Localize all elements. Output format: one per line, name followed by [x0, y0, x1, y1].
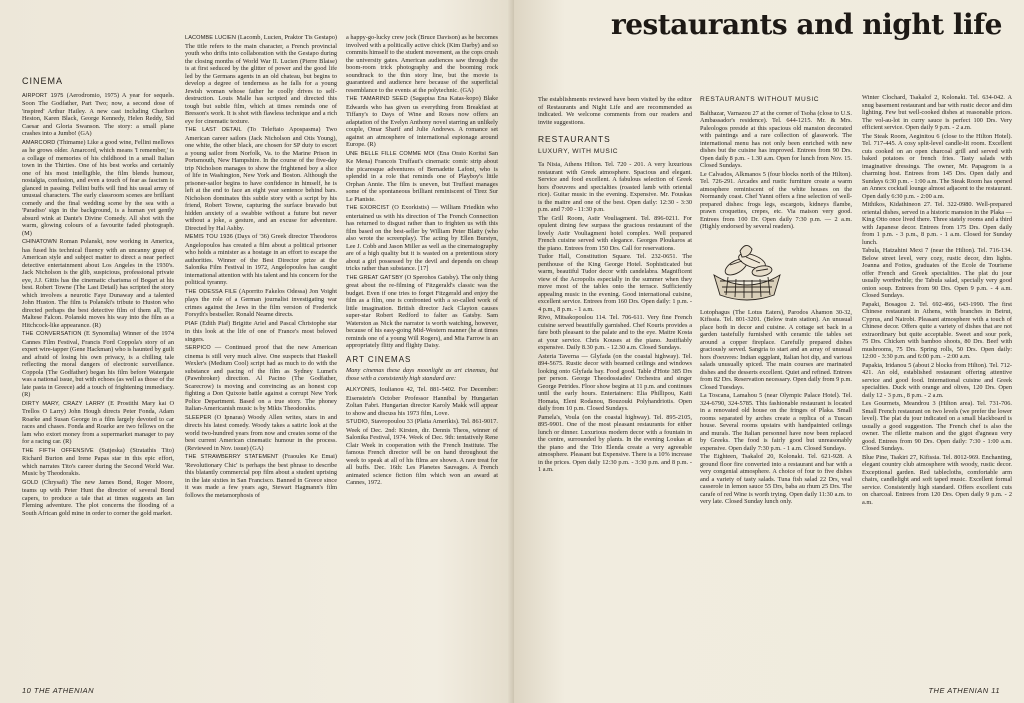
listing-text: (Edith Piaf) Brigitte Ariel and Pascal Christophe star in this look at the life of one of France's most beloved singers. — [185, 319, 337, 343]
listing-entry — [346, 418, 498, 487]
listing-text: Tabula, Hatzahini Mexi 7 (near the Hilton). Tel. 716-134. Below street level, very cozy, rustic decor, dim lights. Joanna and Fotios, graduates of the Ecole de Tourisme offer French and Greek specialities. The plat du jour usually worthwhile; the Tabula salad, specially very good onion soup. Entrees from 90 Drs. Open 9 p.m. - 4 a.m. Closed Sundays. — [862, 247, 1012, 299]
listing-text: Papakia, Iridanou 5 (about 2 blocks from Hilton). Tel. 712-421. An old, established restaurant offering attentive service and good food. International cuisine and Greek specialties. Duck with orange and olives, 120 Drs. Open daily 12 - 3 p.m., 8 p.m. - 2 a.m. — [862, 361, 1012, 399]
listing-text: Mithikos, Kidathineon 27. Tel. 322-0980. Well-prepared oriental dishes, served in a historic mansion in the Plaka — King Otto once lived there. Three stately rooms and a third with Japanese decor. Entrees from 175 Drs. Open daily from 1 p.m. - 3 p.m., 8 p.m. - 1 a.m. Closed for Sunday lunch. — [862, 201, 1012, 246]
listing-name: DIRTY MARY, CRAZY LARRY — [22, 400, 105, 407]
listing-entry — [862, 247, 1012, 300]
listing-text: Lotophagus (The Lotus Eaters), Parodos Ahamon 30-32, Kifissia. Tel. 801-3201. (Below train station). An unusual place both in decor and cuisine. A cottage set back in a garden tastefully furnished with ceramic tile tables set around a copper fireplace. Carefully prepared dishes graciously served. Sangria to start and an array of unusual hors d'oeuvres: Indian eggplant, Italian hot dip, and various salads unusually spiced. The main courses are marinated dishes and the desserts excellent. Quiet and refined. Entrees from 82 Drs. Reservation necessary. Open daily from 9 p.m. Closed Tuesdays. — [700, 308, 852, 391]
listing-entry — [700, 453, 852, 506]
listing-entry — [538, 161, 692, 214]
listing-text: Winter Clochard, Tsakalof 2, Kolonaki. Tel. 634-042. A snug basement restaurant and bar with rustic decor and dim lighting. Few but well-cooked dishes at reasonable prices. The vol-au-lot in curry sauce is perfect 100 Drs. Very efficient service. Open daily 9 p.m. - 2 a.m. — [862, 94, 1012, 131]
entry-list — [538, 161, 692, 474]
listing-entry — [862, 94, 1012, 132]
listing-text: The Grill Room, Astir Vouliagmeni. Tel. 896-0211. For opulent dining few surpass the gracious restaurant of the lovely Astir Vouliagmeni hotel complex. Well prepared French cuisine served with elegance. Georges Ploukaros at the piano. Entrees from 150 Drs. Call for reservations. — [538, 214, 692, 252]
without-music-heading: RESTAURANTS WITHOUT MUSIC — [700, 96, 820, 103]
listing-text: (Aerodromio, 1975) A year for sequels. Soon The Godfather, Part Two; now, a second dose of 'inspired' Arthur Hailey. A new cast including Charlton Heston, Karen Black, George Kennedy, Helen Reddy, Sid Caesar and Gloria Swanson. The story: a small plane crashes into a Jumbo! (GA) — [22, 91, 174, 137]
listing-name: THE GREAT GATSBY — [346, 274, 403, 281]
luxury-heading: LUXURY, WITH MUSIC — [538, 147, 619, 155]
listing-entry — [22, 92, 174, 138]
listing-text: (Aporrito Fakelos Odessa) Jon Voight plays the role of a German journalist investigating war crimes against the Jews in the film version of Frederick Forsyth's bestseller. Ronald Neame directs. — [185, 287, 337, 318]
art-cinemas-intro: Many cinemas these days moonlight as art cinemas, but those with a consistently high standard are: — [346, 367, 498, 382]
listing-name: AIRPORT 1975 — [22, 92, 64, 99]
listing-text: The Eighteen, Tsakalof 20, Kolonaki. Tel. 621-928. A ground floor fire converted into a restaurant and bar with a very congenial atmosphere. A choice of four to five dishes and a variety of tasty salads. Tuna fish salad 22 Drs, veal casserole in lemon sauce 55 Drs, baba au rhum 25 Drs. The carafe of red Wine is worth trying. Open daily 11:30 a.m. to very late. Closed Sunday lunch only. — [700, 453, 852, 505]
listing-text: (O Sperohos Gatsby). The only thing great about the re-filming of Fitzgerald's classic was the budget. Even if one tries to forget Fitzgerald and enjoy the film as a film, one is confronted with a so-called work of little imagination. British director Jack Clayton causes super-star Robert Redford to falter as Gatsby. Sam Waterston as Nick the narrator is worth watching, however, because of his easy-going Mid-Western manner (he at times reminds one of a young Will Rogers), and Mia Farrow is an appropriately flitty and flighty Daisy. — [346, 273, 498, 349]
intro-text: The establishments reviewed have been visited by the editor of Restaurants and Night Life and are recommended as indicated. We welcome comments from our readers and invite suggestions. — [538, 96, 692, 126]
entry-list-bottom — [700, 309, 852, 506]
listing-text: Stavropoulou 33 (Platia Amerikis). Tel. 861-9017. Week of Dec. 2nd: Kirsten, dir. Dennis Theos, winner of Salonika Festival, 1974. Week of Dec. 9th: tentatively Rene Clair Week in cooperation with the French Institute. The famous French director will be on hand throughout the week to speak at all of his films are shown. A rare treat for all buffs. Dec. 16th: Les Planetes Sauvages. A French animated science fiction film which won an award at Cannes, 1972. — [346, 418, 498, 486]
entry-list — [22, 92, 174, 518]
listing-entry — [22, 400, 174, 446]
listing-text: (To Teleftaio Apospasma) Two American career sailors (Jack Nicholson and Otis Young), one white, the other black, are chosen for SP duty to escort a young sailor from Norfolk, Va. to the Marine Prison in Portsmouth, New Hampshire. In the course of the five-day trip Nicholson manages to show the frightened boy a slice of life in Washington, New York and Boston. Although the prisoner-sailor begins to have confidence in himself, he is left at the end to face an eight year sentence behind bars. Nicholson dominates this subtle story with a script by his friend, Robert Towne, capturing the surface bravado but hidden anxiety of a swabbie without a future but never without a joke, a gesture, and an excuse for adventure. Directed by Hal Ashby. — [185, 126, 337, 232]
listing-entry — [185, 34, 337, 125]
listing-text: (Ena Oraio Koritsi San Ke Mena) Francois Truffaut's cinematic comic strip about the picaresque adventures of Bernadette Lafont, who is splendid in a role that reminds one of Playboy's little Orphan Annie. The film is uneven, but Truffaut manages some of the spontaneous brilliant reminiscent of Tirez Sur Le Pianiste. — [346, 149, 498, 203]
listing-name: THE STRAWBERRY STATEMENT — [185, 454, 279, 460]
listing-text: Ioulianou 42, Tel. 881-5402. For December: Eisenstein's October Professor Hannibal by Hungarian Zoltan Fabri. Hungarian director Karoly Makk will appear to show and discuss his 1973 film, Love. — [346, 386, 498, 417]
listing-text: La Toscana, Lamahou 5 (near Olympic Palace Hotel). Tel. 324-6790, 324-5785. This fashionable restaurant is located in a renovated old house on the fringes of Plaka. Small rooms separated by arches create a replica of a Tuscan house. Several rooms upstairs with handpainted ceilings and murals. The Italian personnel have now been replaced by Greeks. The food is fairly good but unreasonably expensive. Open daily 7:30 p.m. - 1 a.m. Closed Sundays. — [700, 392, 852, 452]
listing-name: THE TAMARIND SEED — [346, 96, 408, 102]
listing-entry — [538, 253, 692, 313]
right-page — [514, 0, 1024, 703]
listing-text: — Continued proof that the new American cinema is still very much alive. One suspects that Haskell Wexler's (Medium Cool) script had as much to do with the substance and pacing of the film as Sydney Lumet's (Pawnbroker) direction. Al Pacino (The Godfather, Scarecrow) is moving and convincing as an honest cop fighting a Don Quixote battle against a corrupt New York Police Department. Based on a true story. The phoney Italian-Americanish music is by Mikis Theodorakis. — [185, 344, 337, 412]
cinema-column-1 — [22, 36, 174, 518]
listing-name: GOLD — [22, 479, 39, 486]
listing-name: CHINATOWN — [22, 239, 57, 245]
right-folio: THE ATHENIAN 11 — [928, 686, 1000, 695]
cinema-column-3 — [346, 34, 498, 674]
entry-list — [862, 94, 1012, 506]
listing-name: THE LAST DETAIL — [185, 127, 242, 133]
listing-entry — [538, 414, 692, 474]
listing-text: Roman Polanski, now working in America, has fused his technical fluency with an uncanny grasp of American style and subject matter to direct a near perfect detective entertainment about Los Angeles in the 1930's. Jack Nicholson is the glib, suspicious, professional private eye, J.J. Gittis has the cinematic charisma of Bogart at his best. Robert Towne (The Last Detail) has scripted the story which involves a neurotic Faye Dunaway and a talented John Huston. The film is Polanski's tribute to Huston who directed perhaps the best detective film of them all, The Maltese Falcon. Polanski moves his way into the film as a Hitchcock-like appearance. (R) — [22, 238, 174, 329]
listing-text: Ta Nisia, Athens Hilton. Tel. 720 - 201. A very luxurious restaurant with Greek atmosphere. Spacious and elegant. Service and food excellent. A fabulous selection of Greek hors d'oeuvres and specialties (roasted lamb with oriental rice). Guitar music in the evening. Expensive. Mr. Fouskas is the maitre and one of the best. Open daily: 12:30 - 3:30 p.m. and 7:00 - 11:30 p.m. — [538, 161, 692, 213]
listing-entry — [22, 479, 174, 518]
listing-entry — [185, 414, 337, 453]
listing-name: THE CONVERSATION — [22, 331, 82, 337]
listing-text: (Fraoules Ke Emai) 'Revolutionary Chic' is perhaps the best phrase to describe this blatantly commercial pop film about a student uprising in the late sixties in San Francisco. Banned in Greece since it was made a few years ago, Stewart Hagmann's film follows the metamorphosis of — [185, 453, 337, 499]
listing-text: (Thimame) Like a good wine, Fellini mellows as he grows older. Amarcord, which means 'I remember,' is a collage of memories of his childhood in a small Italian town in the Thirties. One of his best works and certainly one of his most intelligible, the film blends humour, nostalgia, confusion, and even a touch of fear as fascism is glanced in passing. Fellini buffs will find his usual army of unusual characters. The early classroom scenes are brilliant comedy and the final wedding scene by the sea with a 'Paradiso' sign in the background, is a human yet gently absurd wink at Dante's Divine Comedy. All shot with the warm, glowing colours of a favourite faded photograph. (M) — [22, 138, 174, 237]
left-folio: 10 THE ATHENIAN — [22, 686, 95, 695]
listing-entry — [700, 392, 852, 452]
restaurants-column-3 — [862, 94, 1012, 684]
listing-name: MEMIS TOU 1936 — [185, 234, 233, 240]
listing-entry — [346, 34, 498, 94]
listing-entry — [22, 330, 174, 399]
listing-entry — [862, 362, 1012, 400]
listing-entry — [700, 309, 852, 392]
listing-entry — [346, 95, 498, 149]
listing-entry — [862, 400, 1012, 453]
listing-text: Les Gourmets, Meandrou 3 (Hilton area). Tel. 731-706. Small French restaurant on two levels (we prefer the lower level). The plat du jour indicated on a small blackboard is usually a good suggestion. The French chef is also the owner. The rillette maison and the gigot d'agneau very good. Entrees from 90 Drs. Open daily: 7:30 - 1:00 a.m. Closed Sundays. — [862, 400, 1012, 452]
listing-name: THE ODESSA FILE — [185, 288, 237, 295]
listing-entry — [22, 447, 174, 478]
entry-list — [346, 34, 498, 350]
entry-list — [185, 34, 337, 499]
listing-name: UNE BELLE FILLE COMME MOI — [346, 150, 435, 157]
listing-name: THE FIFTH OFFENSIVE — [22, 447, 94, 454]
listing-text: The Steak Room, Aeginitou 6 (close to the Hilton Hotel). Tel. 717-445. A cosy split-level candle-lit room. Excellent cuts cooked on an open charcoal grill and served with baked potatoes or french fries. Tasty salads with imaginative dressings. The owner, Mr. Papagrom is a charming host. Entrees from 145 Drs. Open daily and Sundays 6:30 p.m. - 1:00 a.m. The Steak Room has opened an Annex cocktail lounge almost adjacent to the restaurant. Open daily 6:30 p.m. - 2:00 a.m. — [862, 132, 1012, 200]
restaurants-heading: RESTAURANTS — [538, 134, 611, 144]
listing-name: AMARCORD — [22, 139, 56, 146]
listing-entry — [346, 204, 498, 273]
listing-entry — [346, 150, 498, 204]
listing-entry — [185, 344, 337, 413]
listing-entry — [346, 386, 498, 417]
listing-text: (Chrysafi) The new James Bond, Roger Moore, teams up with Peter Hunt the director of several Bond capers, to produce a tale that at times suggests an Ian Fleming adventure. The plot concerns the flooding of a South African gold mine in order to corner the gold market. — [22, 478, 174, 517]
listing-name: ALKYONIS, — [346, 387, 377, 393]
listing-name: STUDIO, — [346, 419, 370, 425]
listing-entry — [185, 126, 337, 232]
listing-entry — [185, 453, 337, 499]
listing-text: Asteria Taverna — Glyfada (on the coastal highway). Tel. 894-5675. Rustic decor with beamed ceilings and windows looking onto Glyfada bay. Food good. Table d'Hote 385 Drs per person. George Theodossiades' Orchestra and singer George Petrides. Floor show begins at 11 p.m. and continues until the early hours. Entertainers: Elia Phillipou, Kaiti Homata, Eleni Rodanou, Bouzouki Polyhandriotis. Open daily from 10 p.m. Closed Sundays. — [538, 352, 692, 412]
listing-entry — [22, 139, 174, 238]
listing-name: THE EXORCIST — [346, 205, 390, 211]
masthead: restaurants and night life — [610, 8, 1002, 41]
listing-entry — [346, 274, 498, 350]
entry-list-top — [700, 110, 852, 231]
listing-entry — [22, 238, 174, 329]
listing-entry — [862, 133, 1012, 201]
listing-entry — [185, 288, 337, 319]
listing-text: Le Calvados, Alkmanos 5 (four blocks north of the Hilton). Tel. 726-291. Arcades and rustic furniture create a warm atmosphere reminiscent of the white houses on the Normandy coast. Chef Yanni offers a fine selection of well-prepared dishes: frogs legs, escargots, kidneys flambe, prawn croquettes, crepes, etc. Via maison very good. Entrees from 100 Dr. Open daily 7:30 p.m. — 2 a.m. (Highly endorsed by several readers). — [700, 170, 852, 230]
restaurants-column-1 — [538, 96, 692, 686]
listing-entry — [538, 314, 692, 352]
cinema-column-2 — [185, 34, 337, 500]
listing-text: Balthazar, Varnazou 27 at the corner of Tsoha (close to U.S. Ambassador's residence). Tel. 644-1215. Mr. & Mrs. Paleologos preside at this spacious old mansion decorated with paintings and a rare collection of glasswork. The international menu has not only been enriched with new dishes but the cuisine has improved. Entrees from 90 Drs. Open daily 8 p.m. - 1.30 a.m. Open for lunch from Nov. 15. Closed Sundays. — [700, 109, 852, 169]
listing-entry — [862, 454, 1012, 507]
listing-text: (E Synomilia) Winner of the 1974 Cannes Film Festival, Francis Ford Coppola's story of an expert wire-tapper (Gene Hackman) who is haunted by guilt and afraid of losing his own privacy, is a chilling tale reflecting the moral dangers of electronic surveillance. Coppola (The Godfather) began his film before Watergate was a national issue, but with echoes (as well as those of the late pasta in Greece) add a touch of frightening immediacy. (R) — [22, 330, 174, 398]
listing-name: SLEEPER — [185, 414, 212, 421]
listing-text: Tudor Hall, Constitution Square. Tel. 232-0651. The penthouse of the King George Hotel. Sophisticated but warm, beautiful Tudor decor with candelabra. Magnificent view of the Acropolis especially in the summer when they move most of the tables onto the terrace. Sufficiently appealing music in the evening. Good international cuisine, excellent service. Entrees from 160 Drs. Open daily: 1 p.m. - 4 p.m., 8 p.m. - 1 a.m. — [538, 253, 692, 313]
listing-text: (Lacomb, Lucien, Praktor Tis Gestapo) The title refers to the main character, a French provincial youth who drifts into collaboration with the Gestapo during the closing months of World War II. Lucien (Pierre Blaise) is at first seduced by the glitter of power and the good life led by the Germans agents in an old chateau, but begins to develop a degree of tenderness as he falls for a young Jewish woman whose father he coolly drives to self-destruction. Louis Malle has scripted and directed this tough but subtle film, which at times reminds one of Bresson's work. It is shot with flawless technique and a rich eye for cinematic texture. — [185, 34, 337, 125]
listing-entry — [185, 233, 337, 287]
listing-name: SERPICO — [185, 345, 211, 351]
listing-name: PIAF — [185, 320, 198, 327]
bread-basket-illustration — [706, 237, 788, 303]
section-title: CINEMA — [22, 76, 64, 86]
entry-list — [346, 386, 498, 487]
restaurants-column-2 — [700, 94, 852, 684]
art-cinemas-heading: ART CINEMAS — [346, 354, 412, 364]
listing-text: (Sagapisa Ena Katas-kopo) Blake Edwards who has given us everything from Breakfast at Tiffany's to Days of Wine and Roses now offers an adaptation of the Evelyn Anthony novel starring an unlikely couple, Omar Sharif and Julie Andrews. A romance set against an atmosphere of international espionage around Europe. (R) — [346, 95, 498, 148]
listing-text: a happy-go-lucky crew jock (Bruce Davison) as he becomes involved with a politically active chick (Kim Darby) and so commits himself to the student movement, as the cops crush the university gates. American audiences saw through the boom-room trick photography and the booming rock soundtrack to the thin story line, but the movie is guaranteed and audience here because of the superficial resemblance to the events at the polytechnic. (GA) — [346, 34, 498, 94]
listing-text: Rivo, Mitsakopoulou 114. Tel. 706-611. Very fine French cuisine served beautifully garnished. Chef Kouris provides a fare both pleasant to the palate and to the eye. Maitre Kosta at your service. Chris Kouses at the piano. Justifiably expensive. Daily 8.30 p.m. - 12.30 a.m. Closed Sundays. — [538, 314, 692, 351]
listing-text: (O Exorkistis) — William Friedkin who entertained us with his direction of The French Connection has returned to disgust rather than to frighten us with this film based on the best-seller by William Peter Blatty (who also wrote the screenplay). The acting by Ellen Burstyn, Lee J. Cobb and Jason Miller as well as the cinematography are of a high quality but it is wasted on a pretentious story about a girl possessed by the devil and depends on cheap tricks rather than substance. [17] — [346, 204, 498, 272]
listing-entry — [538, 215, 692, 253]
listing-name: LACOMBE LUCIEN — [185, 35, 236, 41]
listing-text: (Days of '36) Greek director Theodoros Angelopoulos has created a film about a political prisoner who holds a minister as a hostage in an effort to escape the authorities. Winner of the Best Director prize at the Salonika Film Festival in 1972, Angelopoulos has caught international attention with his talent and his concern for the political tyranny. — [185, 233, 337, 286]
listing-entry — [862, 201, 1012, 246]
listing-entry — [185, 320, 337, 344]
listing-text: Papaki, Bosagou 2. Tel. 692-466, 643-1990. The first Chinese restaurant in Athens, with branches in Beirut, Cyprus, and Nairobi. Pleasant atmosphere with a touch of Chinese decor. Offers quite a variety of dishes that are not extraordinary but quite acceptable. Sweet and sour pork, 75 Drs. Chicken with bamboo shoots, 80 Drs. Beef with mushrooms, 75 Drs. Spring rolls, 50 Drs. Open daily: 12:00 - 3:30 p.m. and 6:00 p.m. - 2:00 a.m. — [862, 300, 1012, 360]
listing-entry — [538, 353, 692, 413]
listing-text: (E Prostithi Mary kai O Trellos O Larry) John Hough directs Peter Fonda, Adam Roarke and Susan George in a film largely devoted to car races and chases. Fonda and Roarke are two fellows on the lam who extort money from a supermarket manager to pay for a racing car. (R) — [22, 399, 174, 445]
listing-text: Blue Pine, Tsakiri 27, Kifissia. Tel. 8012-969. Enchanting, elegant country club atmosphere with woody, rustic decor. Exceptional garden. Red tablecloths, comfortable arm chairs, candlelight and soft taped music. Excellent formal service. Consistently high standard. Offers excellent cuts on charcoal. Entrees from 120 Drs. Open daily 9 p.m. - 2 a.m. — [862, 453, 1012, 506]
listing-text: Pamela's, Voula (on the coastal highway). Tel. 895-2105, 895-9901. One of the most pleasant restaurants for either lunch or dinner. Luxurious modern decor with a fountain in the centre, surrounded by plants. In the evening Loukas at the piano and the Trio Elenda create a very agreeable atmosphere. Pleasant but Expensive. There is a 10% increase in the prices. Open daily 12:30 p.m. - 3:30 p.m. and 8 p.m. - 1 a.m. — [538, 413, 692, 473]
listing-entry — [700, 110, 852, 170]
listing-entry — [862, 301, 1012, 361]
listing-entry — [700, 171, 852, 231]
listing-text: (O Ipnaras) Woody Allen writes, stars in and directs his latest comedy. Woody takes a satiric look at the world two-hundred years from now and creates some of the best current American cinematic humour in the process. (Reviewed in Nov. issue) (GA) — [185, 413, 337, 452]
listing-text: (Sutjeska) (Stratathis Tito) Richard Burton and Irene Papas star in this epic effort, which narrates Tito's career during the Second World War. Music by Theodorakis. — [22, 446, 174, 477]
